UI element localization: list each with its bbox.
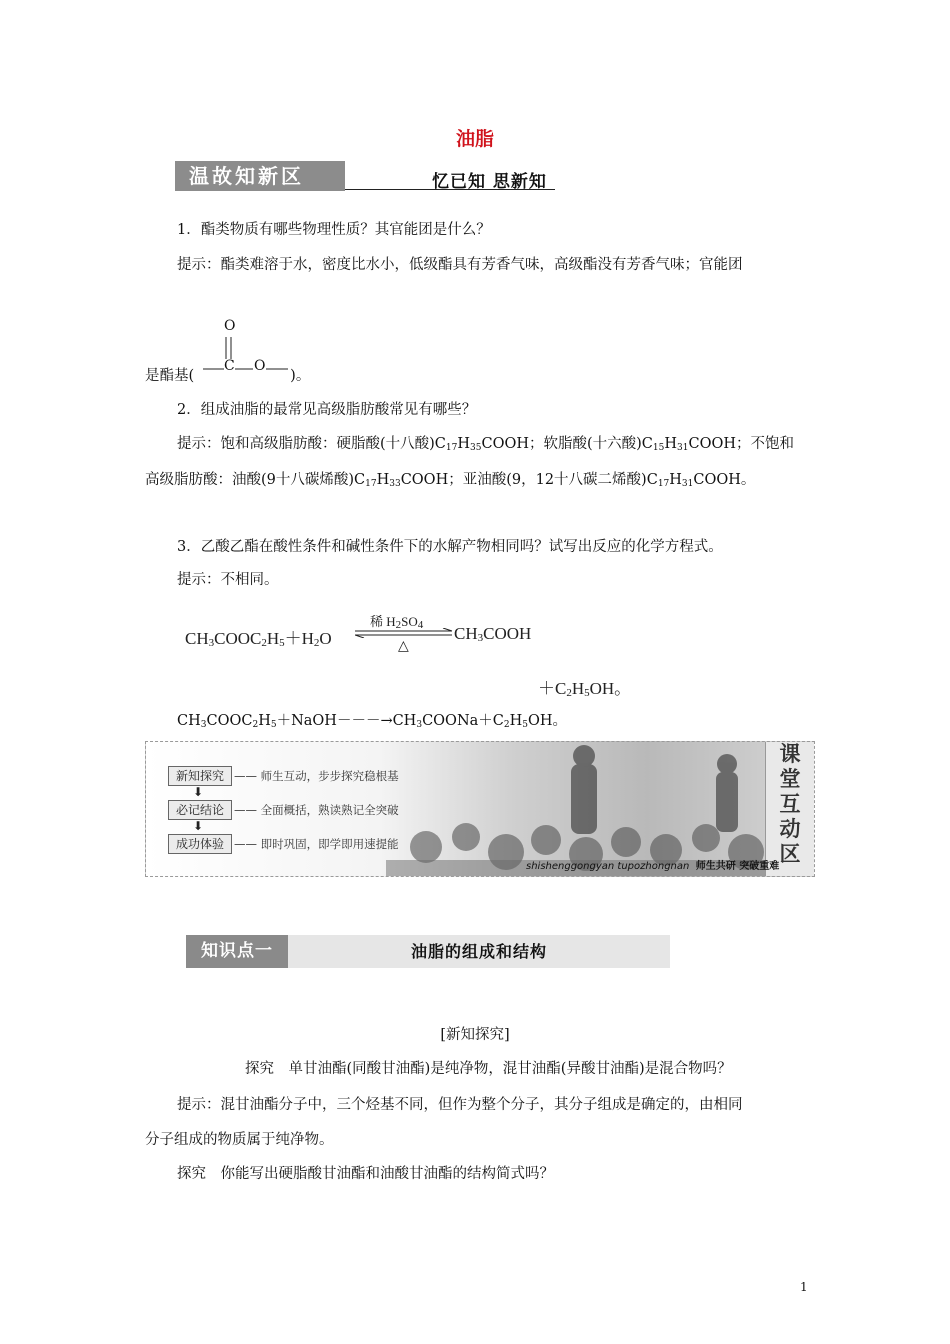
heat-symbol: △ [398,639,409,654]
question-1-hint: 提示：酯类难溶于水，密度比水小，低级酯具有芳香气味，高级酯没有芳香气味；官能团 [177,257,743,273]
explore-header: [新知探究] [440,1027,510,1043]
explore-question-1: 探究 单甘油酯(同酸甘油酯)是纯净物，混甘油酯(异酸甘油酯)是混合物吗？ [245,1061,732,1077]
ester-carbonyl-o: O [224,318,236,334]
question-2: 2．组成油脂的最常见高级脂肪酸常见有哪些？ [177,402,477,418]
ester-oxygen: O [254,358,266,374]
step-new-knowledge: 新知探究 [168,766,232,786]
acid-condition: 稀 $H_2SO_4$ [370,614,424,631]
question-1: 1．酯类物质有哪些物理性质？其官能团是什么？ [177,222,491,238]
hint-prefix: 是酯基( [145,368,195,384]
classroom-side-title: 课 堂 互 动 区 [765,742,814,877]
down-arrow-icon: ⬇ [193,785,204,799]
step-key-conclusion-desc: —— 全面概括，熟读熟记全突破 [234,803,399,817]
question-2-hint-cont: 高级脂肪酸：油酸(9十八碳烯酸)$C_{17}H_{33}COOH$；亚油酸(9，12十八碳二烯酸)$C_{17}H_{31}COOH$。 [145,472,756,489]
step-success-practice-desc: —— 即时巩固，即学即用速提能 [234,837,399,851]
page-number: 1 [800,1280,808,1294]
alkaline-hydrolysis-equation: $CH_3COOC_2H_5+NaOH---\to CH_3COONa+C_2H_5OH$。 [177,713,568,730]
classroom-motto: shishenggongyan tupozhongnan 师生共研 突破重难 [526,861,780,872]
explore-hint-1: 提示：混甘油酯分子中，三个烃基不同，但作为整个分子，其分子组成是确定的，由相同 [177,1097,743,1113]
acid-hydrolysis-left: $CH_3COOC_2H_5+H_2O$ [185,629,332,649]
question-3-hint: 提示：不相同。 [177,572,279,588]
explore-hint-1-cont: 分子组成的物质属于纯净物。 [145,1132,334,1148]
explore-question-2: 探究 你能写出硬脂酸甘油酯和油酸甘油酯的结构简式吗？ [177,1166,554,1182]
knowledge-point-title: 油脂的组成和结构 [410,942,547,961]
acid-hydrolysis-right: $CH_3COOH$ [454,624,532,644]
reversible-arrow [355,628,455,638]
ester-group-structure [195,318,295,378]
step-key-conclusion: 必记结论 [168,800,232,820]
hint-suffix: )。 [290,368,311,384]
banner-subtitle: 忆已知 思新知 [432,172,547,192]
knowledge-point-tag: 知识点一 [186,935,288,968]
classroom-interaction-banner [145,741,815,877]
step-success-practice: 成功体验 [168,834,232,854]
down-arrow-icon: ⬇ [193,819,204,833]
page-title: 油脂 [455,128,494,150]
ester-bonds [195,318,295,378]
question-2-hint: 提示：饱和高级脂肪酸：硬脂酸(十八酸)$C_{17}H_{35}COOH$；软脂酸(十六酸)$C_{15}H_{31}COOH$；不饱和 [177,436,794,453]
step-new-knowledge-desc: —— 师生互动，步步探究稳根基 [234,769,399,783]
acid-hydrolysis-product-2: $+C_2H_5OH$。 [538,679,632,699]
review-section-banner: 温故知新区 [175,161,345,191]
question-3: 3．乙酸乙酯在酸性条件和碱性条件下的水解产物相同吗？试写出反应的化学方程式。 [177,539,723,555]
ester-carbon: C [224,358,235,374]
